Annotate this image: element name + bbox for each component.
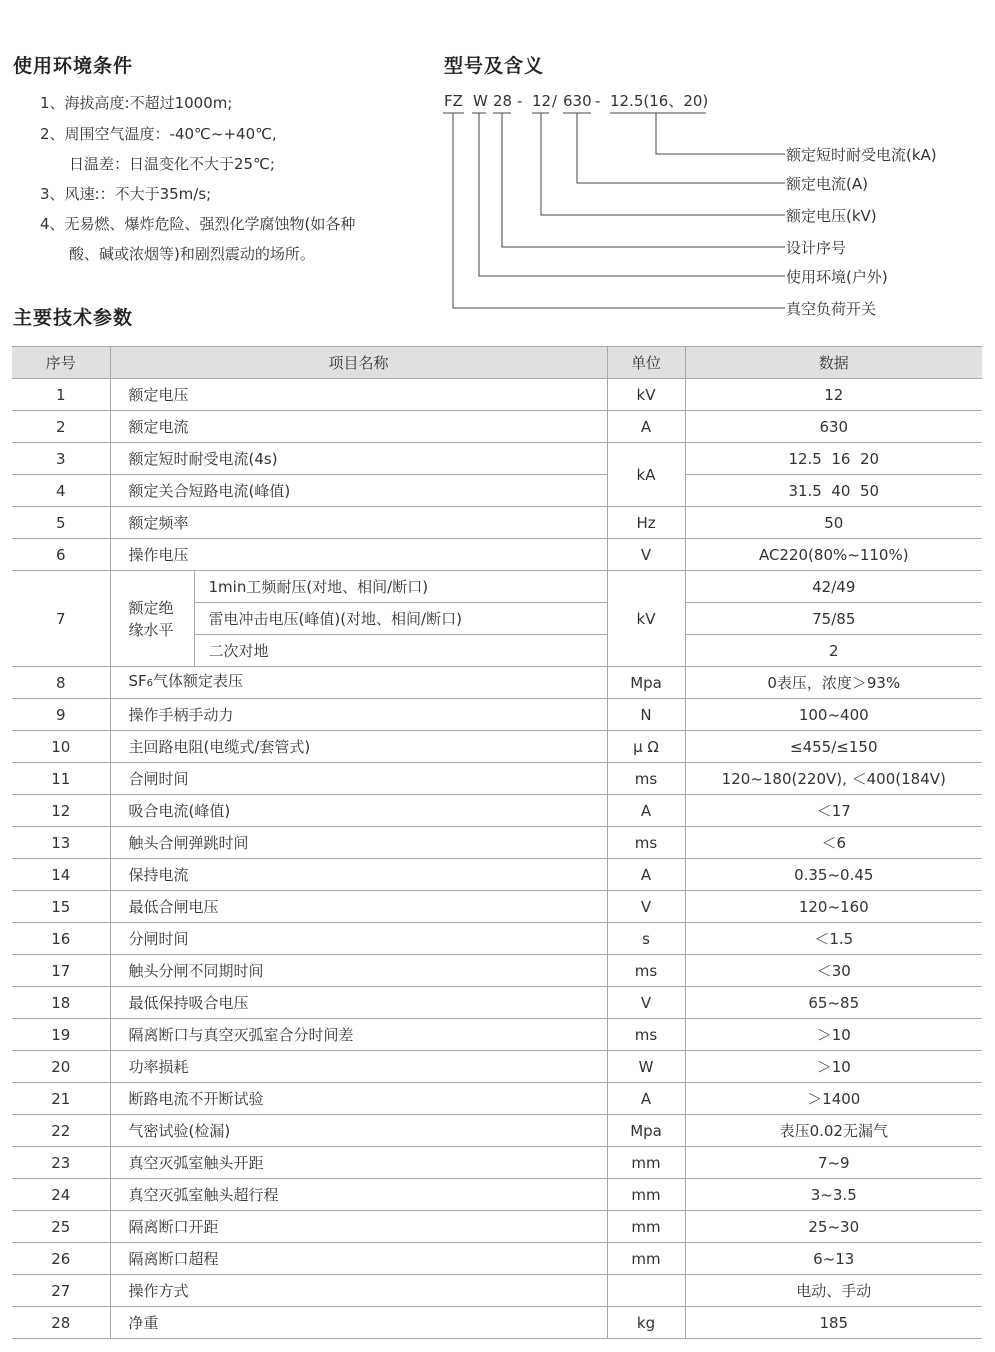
table-row	[12, 1051, 982, 1083]
params-table	[12, 346, 982, 1339]
env-line-5: 4、无易燃、爆炸危险、强烈化学腐蚀物(如各种	[40, 215, 356, 233]
row-unit: N	[607, 699, 685, 731]
model-code-diagram	[430, 80, 970, 320]
row-unit: Hz	[607, 507, 685, 539]
row-no: 7	[12, 571, 110, 667]
row-no: 13	[12, 827, 110, 859]
row-unit: s	[607, 923, 685, 955]
row-unit: kg	[607, 1307, 685, 1339]
row-value: ＞10	[685, 1051, 982, 1083]
row-name: 真空灭弧室触头超行程	[110, 1179, 607, 1211]
row-name: 净重	[110, 1307, 607, 1339]
row-value: 31.5 40 50	[685, 475, 982, 507]
table-row	[12, 1147, 982, 1179]
sf6-suffix: 气体额定表压	[153, 672, 244, 690]
row-name: 操作手柄手动力	[110, 699, 607, 731]
row-unit: kV	[607, 379, 685, 411]
table-row	[12, 443, 982, 475]
row-no: 3	[12, 443, 110, 475]
env-line-6: 酸、碱或浓烟等)和剧烈震动的场所。	[69, 245, 315, 263]
table-row	[12, 411, 982, 443]
row-value: 表压0.02无漏气	[685, 1115, 982, 1147]
row-unit: V	[607, 987, 685, 1019]
row-value: ＞1400	[685, 1083, 982, 1115]
row-value: ＜1.5	[685, 923, 982, 955]
table-row	[12, 379, 982, 411]
row-name: 隔离断口开距	[110, 1211, 607, 1243]
env-line-3: 日温差：日温变化不大于25℃;	[69, 155, 275, 173]
table-row	[12, 763, 982, 795]
row-name: 额定电流	[110, 411, 607, 443]
row-value: ＞10	[685, 1019, 982, 1051]
row-no: 20	[12, 1051, 110, 1083]
row-no: 9	[12, 699, 110, 731]
row-value: 3~3.5	[685, 1179, 982, 1211]
env-line-4: 3、风速:：不大于35m/s;	[40, 185, 212, 203]
row-name: 隔离断口与真空灭弧室合分时间差	[110, 1019, 607, 1051]
row-value: ＜30	[685, 955, 982, 987]
table-row	[12, 1307, 982, 1339]
row-value: 42/49	[685, 571, 982, 603]
model-part-rating: 12.5(16、20)	[610, 92, 709, 110]
insulation-group-line1: 额定绝	[128, 598, 174, 617]
row-unit: A	[607, 1083, 685, 1115]
insulation-group-label	[110, 571, 194, 667]
row-value: 0.35~0.45	[685, 859, 982, 891]
row-value: 2	[685, 635, 982, 667]
table-row	[12, 1115, 982, 1147]
table-row	[12, 1275, 982, 1307]
row-value: 185	[685, 1307, 982, 1339]
model-part-dash-1: -	[517, 92, 523, 110]
row-value: 7~9	[685, 1147, 982, 1179]
row-no: 27	[12, 1275, 110, 1307]
row-no: 21	[12, 1083, 110, 1115]
row-unit: A	[607, 795, 685, 827]
row-no: 4	[12, 475, 110, 507]
row-no: 11	[12, 763, 110, 795]
row-no: 5	[12, 507, 110, 539]
row-name: 合闸时间	[110, 763, 607, 795]
row-value: 75/85	[685, 603, 982, 635]
row-subname: 1min工频耐压(对地、相间/断口)	[194, 571, 607, 603]
table-row	[12, 507, 982, 539]
row-name: 吸合电流(峰值)	[110, 795, 607, 827]
table-row	[12, 1083, 982, 1115]
env-title: 使用环境条件	[13, 55, 134, 77]
table-row	[12, 923, 982, 955]
row-value: 0表压，浓度＞93%	[685, 667, 982, 699]
row-unit: W	[607, 1051, 685, 1083]
header-value: 数据	[685, 347, 982, 379]
row-unit: ms	[607, 827, 685, 859]
model-part-12: 12	[532, 92, 552, 110]
row-no: 18	[12, 987, 110, 1019]
row-value: 100~400	[685, 699, 982, 731]
row-value: 12.5 16 20	[685, 443, 982, 475]
row-unit: ms	[607, 955, 685, 987]
row-name: 最低合闸电压	[110, 891, 607, 923]
env-line-1: 1、海拔高度:不超过1000m;	[40, 94, 233, 112]
model-meaning-rated-voltage: 额定电压(kV)	[786, 207, 877, 225]
row-value: 630	[685, 411, 982, 443]
row-name: 分闸时间	[110, 923, 607, 955]
table-row	[12, 1179, 982, 1211]
row-subname: 二次对地	[194, 635, 607, 667]
table-row	[12, 1243, 982, 1275]
row-no: 1	[12, 379, 110, 411]
row-no: 17	[12, 955, 110, 987]
table-row	[12, 571, 982, 603]
row-unit: mm	[607, 1179, 685, 1211]
row-unit: A	[607, 859, 685, 891]
row-unit: Mpa	[607, 1115, 685, 1147]
model-part-28: 28	[493, 92, 513, 110]
env-line-2: 2、周围空气温度：-40℃~+40℃,	[40, 125, 277, 143]
model-meaning-design-no: 设计序号	[786, 239, 847, 257]
row-name: 隔离断口超程	[110, 1243, 607, 1275]
row-no: 10	[12, 731, 110, 763]
row-name	[110, 667, 607, 699]
row-name: 操作电压	[110, 539, 607, 571]
row-no: 23	[12, 1147, 110, 1179]
table-row	[12, 699, 982, 731]
row-value: 12	[685, 379, 982, 411]
row-unit: mm	[607, 1147, 685, 1179]
row-no: 15	[12, 891, 110, 923]
row-value: 电动、手动	[685, 1275, 982, 1307]
model-meaning-short-current: 额定短时耐受电流(kA)	[786, 146, 937, 164]
model-part-dash-2: -	[595, 92, 601, 110]
row-value: AC220(80%~110%)	[685, 539, 982, 571]
table-row	[12, 475, 982, 507]
row-unit: ms	[607, 1019, 685, 1051]
row-name: 触头分闸不同期时间	[110, 955, 607, 987]
row-unit: mm	[607, 1243, 685, 1275]
row-no: 24	[12, 1179, 110, 1211]
row-unit: A	[607, 411, 685, 443]
insulation-group-line2: 缘水平	[128, 620, 174, 639]
row-unit: V	[607, 539, 685, 571]
table-row	[12, 891, 982, 923]
row-no: 2	[12, 411, 110, 443]
row-value: ＜6	[685, 827, 982, 859]
table-header-row	[12, 347, 982, 379]
row-unit	[607, 1275, 685, 1307]
table-row	[12, 1211, 982, 1243]
model-part-fz: FZ	[444, 92, 463, 110]
row-value: 6~13	[685, 1243, 982, 1275]
row-name: 触头合闸弹跳时间	[110, 827, 607, 859]
row-value: 25~30	[685, 1211, 982, 1243]
row-no: 16	[12, 923, 110, 955]
row-unit: ms	[607, 763, 685, 795]
table-row	[12, 539, 982, 571]
row-name: 额定短时耐受电流(4s)	[110, 443, 607, 475]
row-no: 12	[12, 795, 110, 827]
table-row	[12, 987, 982, 1019]
row-name: 额定电压	[110, 379, 607, 411]
row-name: 气密试验(检漏)	[110, 1115, 607, 1147]
row-unit-merged: kA	[607, 443, 685, 507]
table-row	[12, 955, 982, 987]
row-name: 真空灭弧室触头开距	[110, 1147, 607, 1179]
model-part-w: W	[473, 92, 488, 110]
model-part-slash: /	[552, 92, 558, 110]
model-meaning-type: 真空负荷开关	[786, 300, 877, 318]
row-name: 额定关合短路电流(峰值)	[110, 475, 607, 507]
table-row	[12, 795, 982, 827]
row-unit-merged: kV	[607, 571, 685, 667]
row-value: 50	[685, 507, 982, 539]
model-meaning-rated-current: 额定电流(A)	[786, 175, 868, 193]
header-unit: 单位	[607, 347, 685, 379]
row-no: 26	[12, 1243, 110, 1275]
row-name: 断路电流不开断试验	[110, 1083, 607, 1115]
params-title: 主要技术参数	[13, 307, 134, 329]
row-name: 最低保持吸合电压	[110, 987, 607, 1019]
row-no: 6	[12, 539, 110, 571]
table-row	[12, 859, 982, 891]
row-no: 22	[12, 1115, 110, 1147]
table-row	[12, 731, 982, 763]
row-unit: Mpa	[607, 667, 685, 699]
row-value: ＜17	[685, 795, 982, 827]
row-unit: μ Ω	[607, 731, 685, 763]
row-no: 14	[12, 859, 110, 891]
row-value: ≤455/≤150	[685, 731, 982, 763]
model-part-630: 630	[563, 92, 592, 110]
sf6-prefix: SF	[128, 672, 147, 690]
header-name: 项目名称	[110, 347, 607, 379]
row-value: 120~160	[685, 891, 982, 923]
model-title: 型号及含义	[444, 55, 545, 77]
model-meaning-environment: 使用环境(户外)	[786, 268, 888, 286]
row-name: 保持电流	[110, 859, 607, 891]
row-unit: mm	[607, 1211, 685, 1243]
row-unit: V	[607, 891, 685, 923]
row-name: 主回路电阻(电缆式/套管式)	[110, 731, 607, 763]
table-row	[12, 827, 982, 859]
row-no: 8	[12, 667, 110, 699]
row-value: 120~180(220V), ＜400(184V)	[685, 763, 982, 795]
row-no: 19	[12, 1019, 110, 1051]
sf6-subscript: 6	[146, 678, 154, 689]
row-value: 65~85	[685, 987, 982, 1019]
row-name: 额定频率	[110, 507, 607, 539]
row-name: 功率损耗	[110, 1051, 607, 1083]
row-name: 操作方式	[110, 1275, 607, 1307]
header-no: 序号	[12, 347, 110, 379]
row-subname: 雷电冲击电压(峰值)(对地、相间/断口)	[194, 603, 607, 635]
row-no: 25	[12, 1211, 110, 1243]
table-row	[12, 667, 982, 699]
table-row	[12, 1019, 982, 1051]
row-no: 28	[12, 1307, 110, 1339]
